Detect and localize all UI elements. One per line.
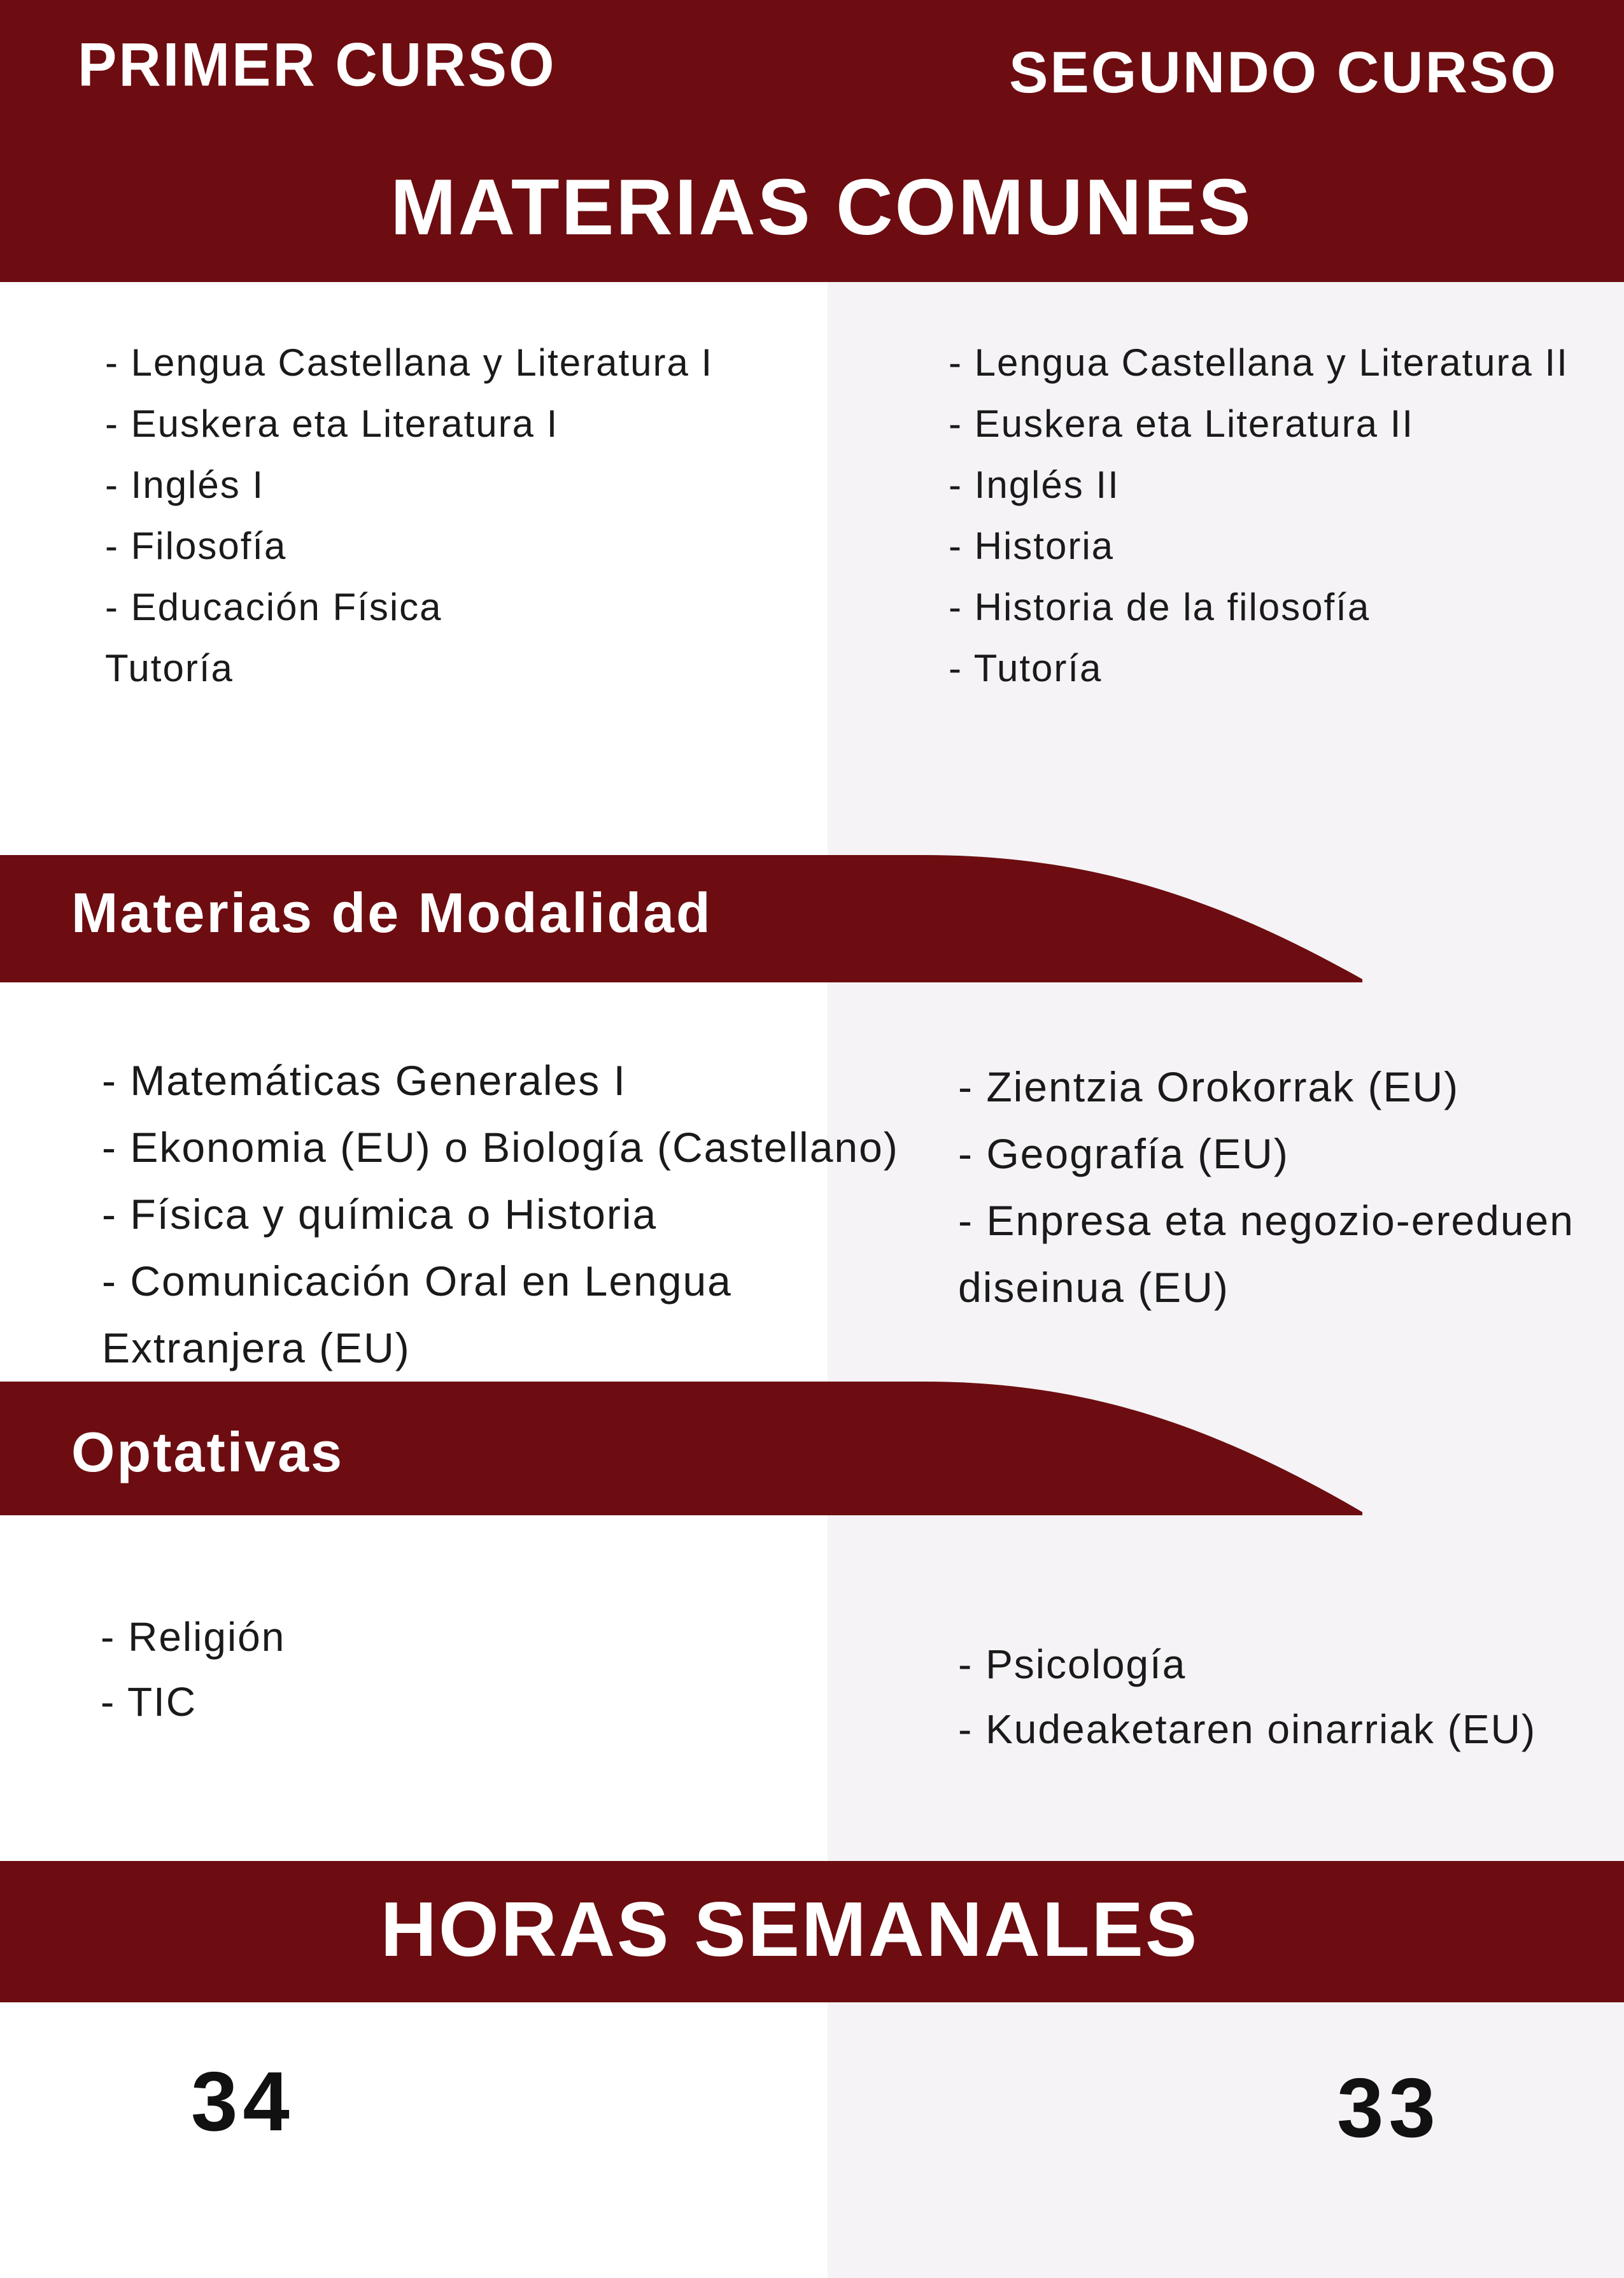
- list-item: Extranjera (EU): [102, 1324, 411, 1371]
- list-item: - Filosofía: [105, 525, 287, 567]
- modalidad-first-list: [102, 1047, 899, 1382]
- list-item: Tutoría: [105, 647, 234, 690]
- list-item: - Tutoría: [949, 647, 1103, 690]
- list-item: - Kudeaketaren oinarriak (EU): [958, 1706, 1537, 1752]
- common-subjects-title: MATERIAS COMUNES: [390, 164, 1253, 251]
- optativas-title: Optativas: [71, 1420, 344, 1483]
- list-item: - Comunicación Oral en Lengua: [102, 1257, 732, 1305]
- list-item: - Lengua Castellana y Literatura II: [949, 341, 1569, 384]
- first-course-hours: 34: [191, 2055, 295, 2148]
- list-item: - Ekonomia (EU) o Biología (Castellano): [102, 1124, 899, 1171]
- modalidad-title: Materias de Modalidad: [71, 881, 712, 944]
- modalidad-second-list: [958, 1054, 1574, 1321]
- list-item: - TIC: [101, 1679, 197, 1725]
- list-item: - Lengua Castellana y Literatura I: [105, 341, 714, 384]
- list-item: - Zientzia Orokorrak (EU): [958, 1063, 1460, 1110]
- list-item: - Historia de la filosofía: [949, 586, 1371, 628]
- second-course-hours: 33: [1337, 2061, 1441, 2154]
- first-course-heading: PRIMER CURSO: [78, 31, 556, 99]
- common-subjects-first-list: [105, 332, 713, 699]
- common-subjects-second-list: [949, 332, 1569, 699]
- list-item: - Euskera eta Literatura II: [949, 402, 1414, 445]
- list-item: - Geografía (EU): [958, 1130, 1289, 1177]
- list-item: - Educación Física: [105, 586, 442, 628]
- optativas-second-list: [958, 1632, 1536, 1762]
- list-item: - Inglés I: [105, 463, 265, 506]
- list-item: - Física y química o Historia: [102, 1191, 658, 1238]
- list-item: - Historia: [949, 525, 1115, 567]
- list-item: diseinua (EU): [958, 1264, 1229, 1311]
- optativas-first-list: [101, 1604, 285, 1734]
- weekly-hours-title: HORAS SEMANALES: [380, 1886, 1199, 1972]
- list-item: - Euskera eta Literatura I: [105, 402, 559, 445]
- list-item: - Inglés II: [949, 463, 1120, 506]
- list-item: - Religión: [101, 1614, 286, 1660]
- second-course-heading: SEGUNDO CURSO: [1009, 40, 1558, 105]
- list-item: - Enpresa eta negozio-ereduen: [958, 1197, 1574, 1244]
- list-item: - Psicología: [958, 1641, 1187, 1687]
- list-item: - Matemáticas Generales I: [102, 1057, 626, 1104]
